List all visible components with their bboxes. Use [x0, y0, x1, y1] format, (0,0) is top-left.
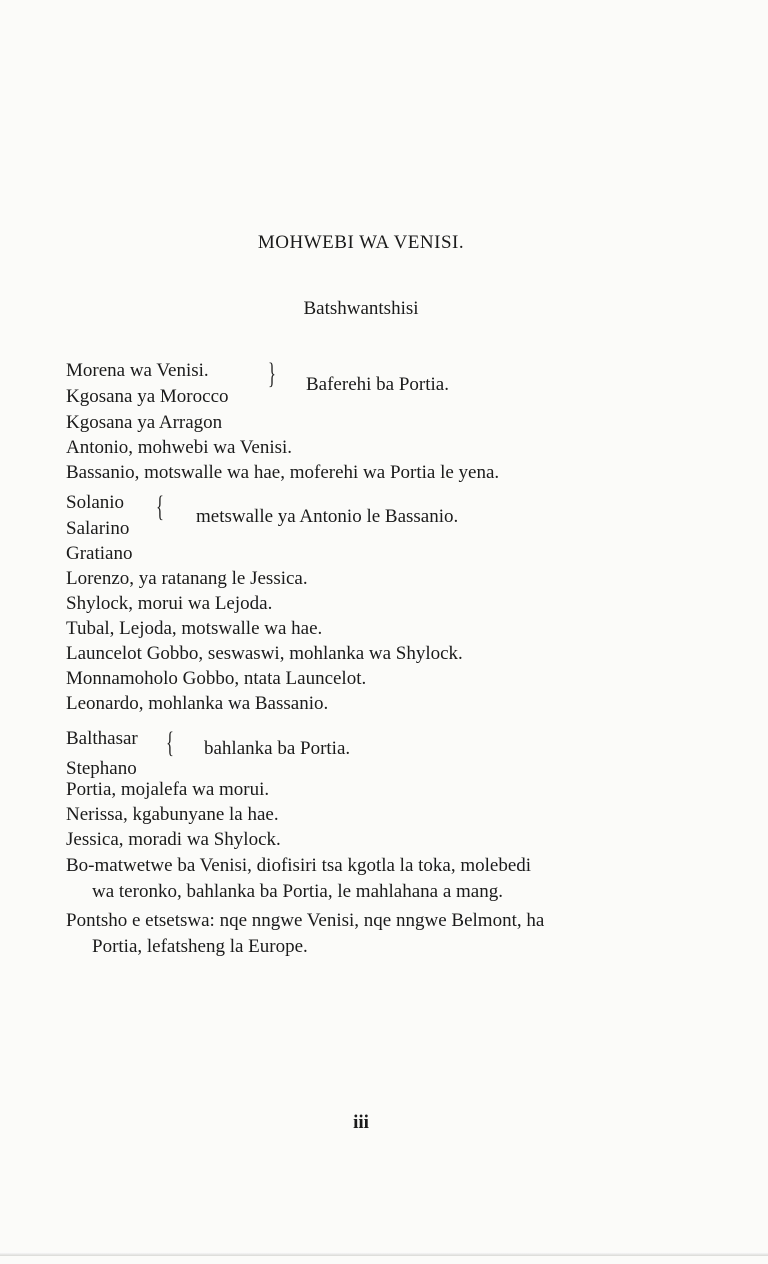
cast-entry: Bo-matwetwe ba Venisi, diofisiri tsa kgotla la toka, molebedi [66, 855, 532, 876]
brace-symbol: { [166, 726, 174, 759]
setting-note-continuation: Portia, lefatsheng la Europe. [92, 936, 308, 957]
cast-entry: Monnamoholo Gobbo, ntata Launcelot. [66, 668, 367, 689]
cast-entry: Stephano [66, 758, 137, 779]
cast-entry-continuation: wa teronko, bahlanka ba Portia, le mahlahana a mang. [92, 881, 503, 902]
brace-symbol: } [268, 357, 276, 390]
cast-entry: Bassanio, motswalle wa hae, moferehi wa Portia le yena. [66, 462, 500, 483]
group-label-friends: metswalle ya Antonio le Bassanio. [196, 506, 459, 527]
page-edge [0, 1252, 768, 1256]
cast-entry: Lorenzo, ya ratanang le Jessica. [66, 568, 308, 589]
group-label-servants: bahlanka ba Portia. [204, 738, 351, 759]
cast-entry: Solanio [66, 492, 125, 513]
brace-symbol: { [156, 490, 164, 523]
cast-entry: Tubal, Lejoda, motswalle wa hae. [66, 618, 323, 639]
page-title: MOHWEBI WA VENISI. [257, 232, 465, 253]
cast-entry: Morena wa Venisi. [66, 360, 209, 381]
cast-entry: Antonio, mohwebi wa Venisi. [66, 437, 293, 458]
cast-entry: Leonardo, mohlanka wa Bassanio. [66, 693, 329, 714]
cast-entry: Portia, mojalefa wa morui. [66, 779, 270, 800]
cast-entry: Salarino [66, 518, 130, 539]
cast-entry: Kgosana ya Morocco [66, 386, 229, 407]
cast-entry: Balthasar [66, 728, 138, 749]
setting-note: Pontsho e etsetswa: nqe nngwe Venisi, nqe nngwe Belmont, ha [66, 910, 545, 931]
cast-entry: Nerissa, kgabunyane la hae. [66, 804, 279, 825]
group-label-suitors: Baferehi ba Portia. [306, 374, 449, 395]
cast-entry: Launcelot Gobbo, seswaswi, mohlanka wa Shylock. [66, 643, 463, 664]
page-number: iii [353, 1112, 369, 1133]
page-subtitle: Batshwantshisi [303, 298, 419, 319]
cast-entry: Kgosana ya Arragon [66, 412, 223, 433]
cast-entry: Jessica, moradi wa Shylock. [66, 829, 281, 850]
cast-entry: Gratiano [66, 543, 133, 564]
cast-entry: Shylock, morui wa Lejoda. [66, 593, 273, 614]
